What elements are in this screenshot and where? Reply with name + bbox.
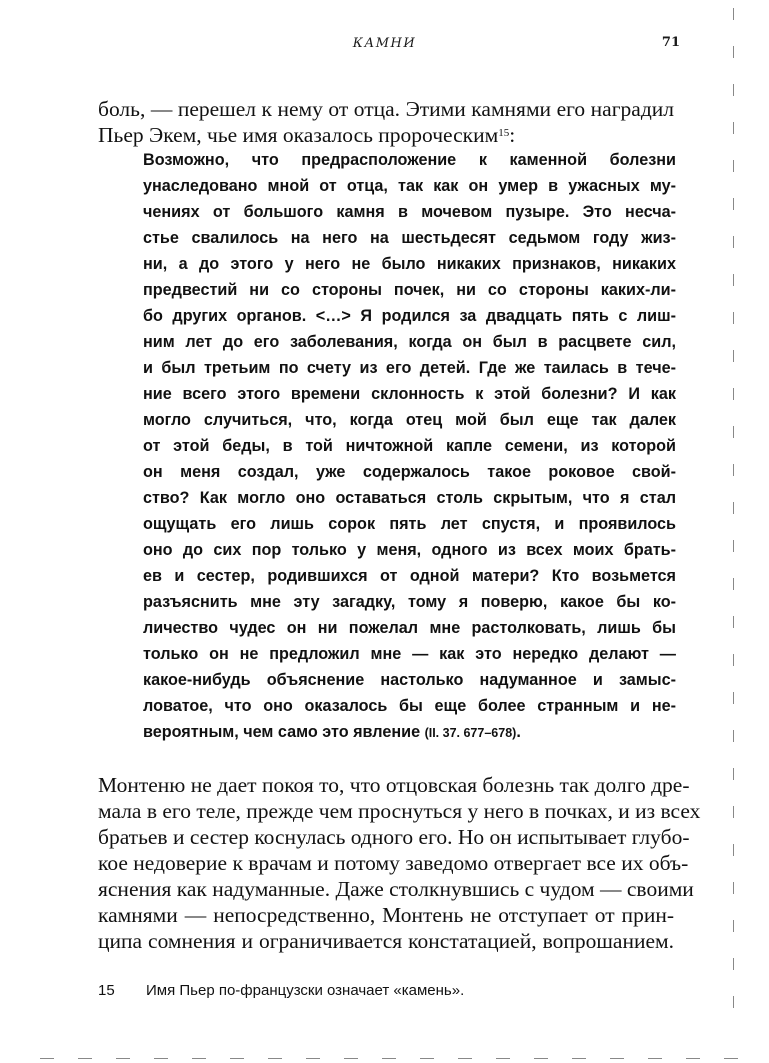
footnote <box>98 982 464 999</box>
quote-line: и был третьим по счету из его детей. Где же таилась в тече- <box>143 359 676 377</box>
quote-line: какое-нибудь объяснение настолько надуманное и замыс- <box>143 671 676 689</box>
intro-line: Пьер Экем, чье имя оказалось пророческим$^{15}$: <box>98 123 516 147</box>
paragraph-line: ципа сомнения и ограничивается констатацией, вопрошанием. <box>98 929 674 953</box>
footnote-number: 15 <box>98 982 115 999</box>
quote-line: чениях от большого камня в мочевом пузыре. Это несча- <box>143 203 676 221</box>
quote-line: предвестий ни со стороны почек, ни со стороны каких-ли- <box>143 281 676 299</box>
paragraph-line: кое недоверие к врачам и потому заведомо отвергает все их объ- <box>98 851 689 875</box>
quote-line: бо других органов. <…> Я родился за двадцать пять с лиш- <box>143 307 676 325</box>
crop-mark-bottom <box>40 1058 740 1059</box>
quote-line: могло случиться, что, когда отец мой был еще так далек <box>143 411 676 429</box>
paragraph-line: мала в его теле, прежде чем проснуться у него в почках, и из всех <box>98 799 701 823</box>
quote-citation: (II. 37. 677–678) <box>424 726 517 740</box>
quote-line: ство? Как могло оно оставаться столь скрытым, что я стал <box>143 489 676 507</box>
quote-line: Возможно, что предрасположение к каменной болезни <box>143 151 676 169</box>
quote-line: только он не предложил мне — как это нередко делают — <box>143 645 676 663</box>
page-number: 71 <box>661 35 680 50</box>
running-title: КАМНИ <box>352 36 417 51</box>
quote-line: ощущать его лишь сорок пять лет спустя, и проявилось <box>143 515 676 533</box>
paragraph-line: Монтеню не дает покоя то, что отцовская болезнь так долго дре- <box>98 773 690 797</box>
quote-line: разъяснить мне эту загадку, тому я поверю, какое бы ко- <box>143 593 676 611</box>
quote-line: оно до сих пор только у меня, одного из всех моих брать- <box>143 541 676 559</box>
paragraph-line: яснения как надуманные. Даже столкнувшись с чудом — своими <box>98 877 694 901</box>
quote-line: ев и сестер, родившихся от одной матери? Кто возьмется <box>143 567 676 585</box>
footnote-text: Имя Пьер по-французски означает «камень». <box>146 982 465 999</box>
intro-line: боль, — перешел к нему от отца. Этими камнями его наградил <box>98 97 674 121</box>
quote-line: ние всего этого времени склонность к этой болезни? И как <box>143 385 676 403</box>
quote-line: ни, а до этого у него не было никаких признаков, никаких <box>143 255 676 273</box>
quote-line: ним лет до его заболевания, когда он был в расцвете сил, <box>143 333 676 351</box>
footnote-ref[interactable]: 15 <box>498 127 510 139</box>
quote-line: от этой беды, в той ничтожной капле семени, из которой <box>143 437 676 455</box>
quote-line: он меня создал, уже содержалось такое роковое свой- <box>143 463 676 481</box>
quote-line: унаследовано мной от отца, так как он умер в ужасных му- <box>143 177 676 195</box>
quote-line: личество чудес он ни пожелал мне растолковать, лишь бы <box>143 619 676 637</box>
paragraph-line: камнями — непосредственно, Монтень не отступает от прин- <box>98 903 674 927</box>
paragraph-line: братьев и сестер коснулась одного его. Но он испытывает глубо- <box>98 825 690 849</box>
quote-line-last: вероятным, чем само это явление (II. 37. 677–678). <box>143 723 521 741</box>
quote-line: стье свалилось на него на шестьдесят седьмом году жиз- <box>143 229 676 247</box>
quote-line: ловатое, что оно оказалось бы еще более странным и не- <box>143 697 676 715</box>
crop-mark-right <box>733 8 734 1028</box>
